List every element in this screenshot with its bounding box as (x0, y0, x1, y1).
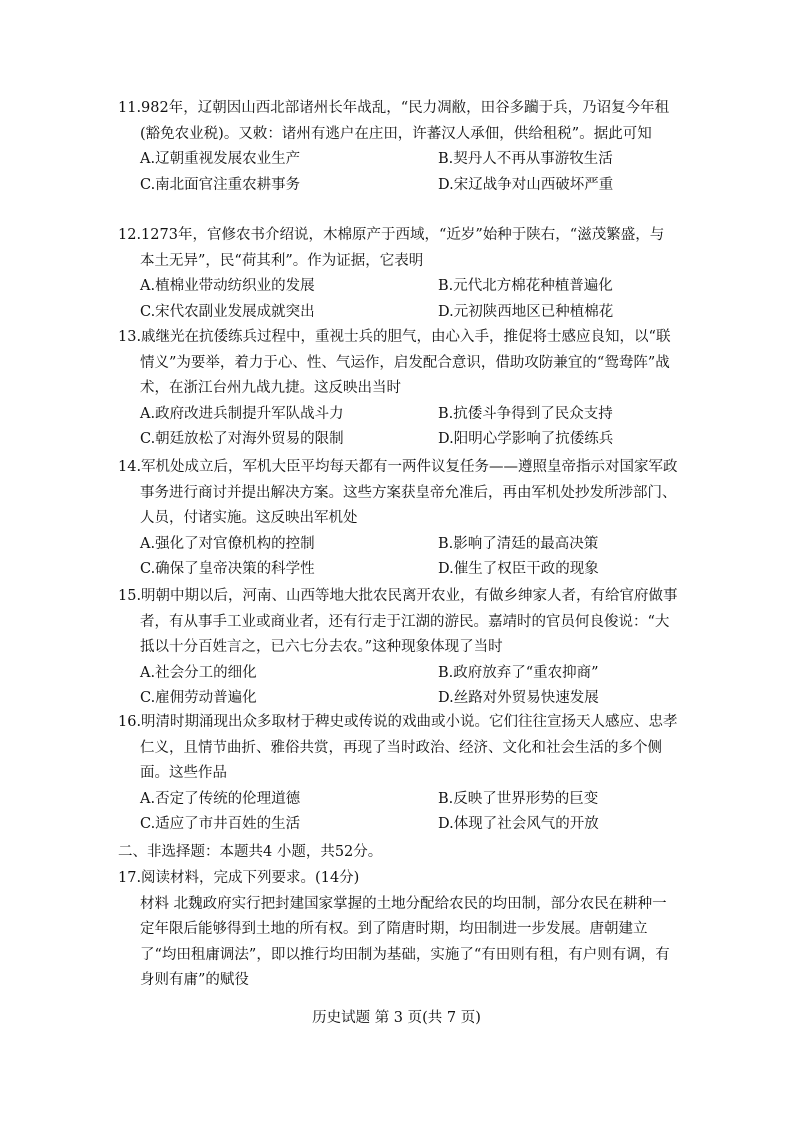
question-17 (118, 866, 678, 994)
options-grid (118, 532, 678, 583)
option-d: D.丝路对外贸易快速发展 (438, 690, 599, 706)
question-12 (118, 223, 678, 325)
option-c: C.南北面官注重农耕事务 (140, 176, 301, 193)
option-a: A.社会分工的细化 (140, 664, 257, 681)
options-grid (118, 147, 678, 198)
question-stem: 16.明清时期涌现出众多取材于稗史或传说的戏曲或小说。它们往往宣扬天人感应、忠孝仁义，且情节曲折、雅俗共赏，再现了当时政治、经济、文化和社会生活的多个侧面。这些作品 (118, 714, 678, 781)
question-16 (118, 710, 678, 838)
option-b: B.政府放弃了“重农抑商” (438, 664, 599, 681)
option-c: C.朝廷放松了对海外贸易的限制 (140, 431, 344, 447)
question-13 (118, 325, 678, 453)
options-grid (118, 661, 678, 712)
option-b: B.抗倭斗争得到了民众支持 (438, 405, 613, 422)
options-grid (118, 402, 678, 453)
section-heading: 二、非选择题：本题共4 小题，共52分。 (118, 844, 383, 860)
option-b: B.契丹人不再从事游牧生活 (438, 151, 613, 167)
question-stem: 13.戚继光在抗倭练兵过程中，重视士兵的胆气，由心入手，推促将士感应良知，以“联情义”为要举，着力于心、性、气运作，启发配合意识，借助攻防兼宜的“鸳鸯阵”战术，在浙江台州九战九捷。这反映出当时 (118, 329, 671, 396)
option-a: A.否定了传统的伦理道德 (140, 790, 301, 807)
options-grid (118, 787, 678, 838)
option-a: A.政府改进兵制提升军队战斗力 (140, 405, 344, 422)
option-b: B.影响了清廷的最高决策 (438, 535, 599, 552)
page-footer: 历史试题 第 3 页(共 7 页) (312, 1010, 481, 1026)
option-b: B.元代北方棉花种植普遍化 (438, 278, 613, 294)
question-stem: 12.1273年，官修农书介绍说，木棉原产于西域，“近岁”始种于陕右，“滋茂繁盛，与本土无异”，民“荷其利”。作为证据，它表明 (118, 227, 665, 269)
material-text: 材料 北魏政府实行把封建国家掌握的土地分配给农民的均田制，部分农民在耕种一定年限后能够得到土地的所有权。到了隋唐时期，均田制进一步发展。唐朝建立了“均田租庸调法”，即以推行均田制为基础，实施了“有田则有租，有户则有调，有身则有庸”的赋役 (140, 895, 670, 988)
option-c: C.雇佣劳动普遍化 (140, 690, 257, 706)
option-c: C.确保了皇帝决策的科学性 (140, 561, 315, 577)
options-grid (118, 274, 678, 325)
option-a: A.植棉业带动纺织业的发展 (140, 278, 315, 294)
option-a: A.辽朝重视发展农业生产 (140, 151, 301, 167)
option-a: A.强化了对官僚机构的控制 (140, 535, 315, 552)
question-11 (118, 96, 678, 198)
question-14 (118, 455, 678, 583)
option-c: C.适应了市井百姓的生活 (140, 816, 301, 832)
option-c: C.宋代农副业发展成就突出 (140, 303, 315, 320)
option-d: D.元初陕西地区已种植棉花 (438, 303, 614, 320)
question-15 (118, 584, 678, 712)
option-b: B.反映了世界形势的巨变 (438, 790, 599, 807)
question-stem: 14.军机处成立后，军机大臣平均每天都有一两件议复任务——遵照皇帝指示对国家军政事务进行商讨并提出解决方案。这些方案获皇帝允准后，再由军机处抄发所涉部门、人员，付诸实施。这反映出军机处 (118, 459, 678, 526)
question-stem: 17.阅读材料，完成下列要求。(14分) (118, 870, 360, 886)
option-d: D.体现了社会风气的开放 (438, 816, 599, 832)
question-stem: 11.982年，辽朝因山西北部诸州长年战乱，“民力凋敝，田谷多躏于兵，乃诏复今年租(豁免农业税)。又敕：诸州有逃户在庄田，许蕃汉人承佃，供给租税”。据此可知 (118, 100, 670, 142)
option-d: D.宋辽战争对山西破坏严重 (438, 176, 614, 193)
question-stem: 15.明朝中期以后，河南、山西等地大批农民离开农业，有做乡绅家人者，有给官府做事者，有从事手工业或商业者，还有行走于江湖的游民。嘉靖时的官员何良俊说：“大抵以十分百姓言之，已六七分去农。”这种现象体现了当时 (118, 588, 678, 655)
option-d: D.阳明心学影响了抗倭练兵 (438, 431, 614, 447)
option-d: D.催生了权臣干政的现象 (438, 561, 599, 577)
